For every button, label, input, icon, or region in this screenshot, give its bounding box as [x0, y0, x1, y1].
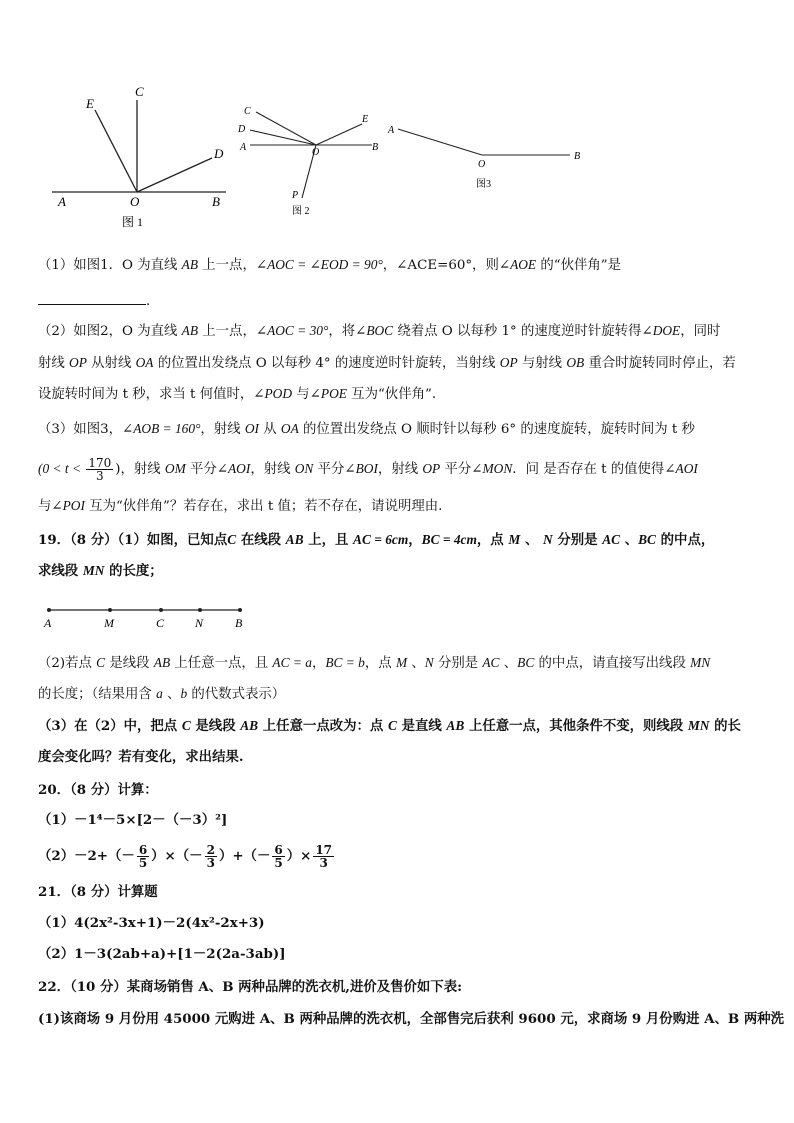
math: M	[508, 532, 521, 547]
fraction	[272, 844, 284, 869]
q18-part2-line1	[38, 322, 720, 341]
math: OI	[244, 421, 259, 436]
text: 是线段	[105, 656, 154, 671]
text: （3）如图3，	[38, 422, 122, 437]
text: 、	[499, 656, 518, 671]
math: AB	[181, 257, 199, 272]
fig2-label-o: O	[312, 147, 320, 158]
math: a	[156, 686, 163, 701]
text: 、	[162, 687, 181, 702]
text: ，	[408, 532, 422, 548]
math: MN	[82, 563, 105, 578]
text: 平分	[313, 462, 345, 477]
fig1-label-o: O	[130, 194, 140, 209]
figure-1	[40, 80, 240, 230]
text: ，射线	[250, 462, 295, 477]
text: ）×	[286, 848, 312, 864]
math: b	[180, 686, 188, 701]
text: ，射线	[200, 422, 245, 437]
math: C	[387, 718, 397, 733]
text: 、	[520, 532, 544, 548]
figure-2	[236, 100, 386, 220]
math: ∠AOI	[664, 461, 698, 476]
text: 绕着点 O 以每秒 1° 的速度逆时针旋转得	[393, 324, 642, 339]
text: （3）在（2）中，把点	[38, 718, 182, 734]
text: ，	[311, 656, 326, 671]
fig2-label-a: A	[240, 142, 247, 153]
math: ∠POI	[51, 498, 85, 513]
math: ∠AOC = ∠EOD = 90°	[255, 257, 383, 272]
text: ，点	[364, 656, 396, 671]
text: 射线	[38, 356, 70, 371]
math: ∠MON	[471, 461, 513, 476]
q18-part2-line2	[38, 354, 736, 373]
math: BC = 4cm	[421, 532, 477, 547]
math: AB	[285, 532, 304, 547]
text: （1）如图1．O 为直线	[38, 258, 182, 273]
math: BC = b	[325, 655, 365, 670]
segment-diagram	[40, 600, 260, 634]
math: AC	[602, 532, 621, 547]
label-a: A	[44, 616, 52, 630]
math: BC	[638, 532, 656, 547]
denominator: 5	[274, 856, 283, 870]
q18-part2-line3	[38, 385, 436, 404]
fig1-label-a: A	[58, 194, 66, 209]
point-m	[108, 608, 112, 612]
fig1-ray-od	[137, 158, 212, 192]
text: 上任意一点改为：点	[258, 718, 388, 734]
point-a	[47, 608, 51, 612]
text: （2）如图2，O 为直线	[38, 324, 182, 339]
text: 的中点，	[656, 532, 715, 548]
math: AB	[446, 718, 465, 733]
denominator: 3	[206, 856, 215, 870]
q19-line5	[38, 717, 741, 735]
fig2-ray-oc	[256, 112, 316, 145]
text: 、	[407, 656, 425, 671]
fig1-label-e: E	[86, 96, 94, 111]
text: 求线段	[38, 563, 83, 579]
text: 的“伙伴角”是	[536, 258, 621, 273]
q20-part1: （1）－1⁴－5×[2－（－3）²]	[38, 812, 228, 828]
q18-part3-line3	[38, 497, 442, 516]
math: N	[543, 532, 553, 547]
text: 互为“伙伴角”？若存在，求出 t 值；若不存在，请说明理由.	[84, 499, 443, 514]
fig1-label-b: B	[212, 194, 220, 209]
text: ，同时	[680, 324, 721, 339]
answer-blank	[38, 292, 146, 305]
numerator: 170	[88, 456, 112, 470]
q19-line2	[38, 562, 163, 580]
math: OA	[280, 421, 299, 436]
text: 分别是	[433, 656, 483, 671]
q18-part1-line	[38, 256, 621, 275]
fig1-caption: 图 1	[122, 215, 144, 229]
text: ，射线	[377, 462, 423, 477]
math: OA	[135, 355, 154, 370]
fraction	[137, 844, 149, 869]
text: 是线段	[190, 718, 241, 734]
q22-line1: 22．（10 分）某商场销售 A、B 两种品牌的洗衣机,进价及售价如下表:	[38, 979, 463, 995]
text: 的位置出发绕点 O 顺时针以每秒 6° 的速度旋转，旋转时间为 t 秒	[298, 422, 695, 437]
math: OP	[69, 355, 87, 370]
math: OP	[499, 355, 518, 370]
q22-line2: (1)该商场 9 月份用 45000 元购进 A、B 两种品牌的洗衣机，全部售完后获利 9600 元，求商场 9 月份购进 A、B 两种洗	[38, 1011, 785, 1027]
numerator: 17	[315, 843, 333, 857]
fig2-label-e: E	[362, 114, 369, 125]
math: ∠AOB = 160°	[122, 421, 201, 436]
math: ∠AOE	[498, 257, 537, 272]
math: AC	[482, 655, 500, 670]
math: C	[181, 718, 191, 733]
text: （2）－2+（－	[38, 848, 135, 864]
math: BC	[517, 655, 535, 670]
text: 上任意一点，其他条件不变，则线段	[464, 718, 688, 734]
q19-line3	[38, 654, 710, 673]
math: AB	[153, 655, 171, 670]
q18-part3-line1	[38, 420, 695, 439]
text: 分别是	[552, 532, 603, 548]
fig2-ray-od	[250, 130, 316, 145]
math: ∠BOC	[355, 323, 394, 338]
text: 重合时旋转同时停止，若	[584, 356, 736, 371]
math: AC = a	[272, 655, 312, 670]
denominator: 3	[95, 469, 104, 483]
text: 上，且	[303, 532, 354, 548]
math: MN	[690, 655, 711, 670]
text: 是直线	[396, 718, 447, 734]
text: ，点	[476, 532, 509, 548]
math: ∠AOC = 30°	[255, 323, 329, 338]
math: ∠BOI	[344, 461, 378, 476]
q19-line1	[38, 531, 714, 549]
math: AC = 6cm	[353, 532, 409, 547]
denominator: 3	[319, 856, 328, 870]
text: 19．（8 分）（1）如图，已知点	[38, 532, 228, 548]
math: OB	[566, 355, 585, 370]
text: 的长度；（结果用含	[38, 687, 157, 702]
text: 、	[620, 532, 639, 548]
fig3-label-o: O	[478, 159, 486, 170]
math: AB	[240, 718, 259, 733]
fig2-ray-oe	[316, 124, 362, 145]
math: M	[395, 655, 408, 670]
point-b	[238, 608, 242, 612]
q21-part1: （1）4(2x²-3x+1)－2(4x²-2x+3)	[38, 915, 265, 931]
text: 上一点，	[198, 324, 256, 339]
text: 上任意一点，且	[170, 656, 273, 671]
text: 设旋转时间为 t 秒，求当 t 何值时，	[38, 387, 254, 402]
q20-title: 20．（8 分）计算：	[38, 782, 158, 798]
q19-line6: 度会变化吗？若有变化，求出结果.	[38, 749, 244, 765]
fig2-caption: 图 2	[292, 206, 310, 217]
text: ．问 是否存在 t 的值使得	[512, 462, 665, 477]
figure-3	[384, 115, 594, 195]
q20-part2	[38, 840, 336, 872]
math: ∠POE	[309, 386, 347, 401]
q19-line4	[38, 685, 285, 704]
text: 与	[292, 387, 310, 402]
text: （2)若点	[38, 656, 97, 671]
fraction	[313, 844, 334, 869]
text: 的位置出发绕点 O 以每秒 4° 的速度逆时针旋转，当射线	[153, 356, 500, 371]
text: )，射线	[115, 462, 165, 477]
label-b: B	[235, 616, 243, 630]
q18-answer-blank-line	[38, 292, 159, 311]
math: C	[227, 532, 237, 547]
text: 与	[38, 499, 52, 514]
math: OP	[422, 461, 441, 476]
fig1-label-c: C	[135, 84, 144, 99]
q21-title: 21．（8 分）计算题	[38, 884, 158, 900]
q18-part3-line2	[38, 454, 698, 485]
math: ∠AOI	[216, 461, 251, 476]
text: 从	[259, 422, 281, 437]
numerator: 2	[206, 843, 215, 857]
text: 互为“伙伴角”.	[346, 387, 437, 402]
text: 平分	[440, 462, 472, 477]
fig3-ray-oa	[398, 129, 482, 155]
q21-part2: （2）1－3(2ab+a)+[1－2(2a-3ab)]	[38, 946, 286, 962]
fig1-ray-oe	[95, 110, 137, 192]
numerator: 6	[274, 843, 283, 857]
fig2-label-d: D	[238, 124, 246, 135]
text: ，将	[328, 324, 356, 339]
text: ）×（－	[151, 848, 203, 864]
math: ON	[294, 461, 314, 476]
text: 上一点，	[198, 258, 256, 273]
text: ，∠ACE=60°，则	[382, 258, 499, 273]
point-c	[159, 608, 163, 612]
text: ．	[146, 294, 160, 309]
math: MN	[687, 718, 710, 733]
text: 的代数式表示）	[187, 687, 286, 702]
math: AB	[181, 323, 199, 338]
text: 的长	[709, 718, 741, 734]
text: 的中点，请直接写出线段	[534, 656, 691, 671]
fraction	[205, 844, 217, 869]
math: OM	[164, 461, 186, 476]
fig2-label-b: B	[372, 142, 379, 153]
numerator: 6	[138, 843, 148, 857]
text: ）+（－	[218, 848, 271, 864]
fig3-label-b: B	[574, 151, 581, 162]
math: ∠DOE	[641, 323, 681, 338]
text: 平分	[185, 462, 217, 477]
fig2-label-p: P	[292, 190, 299, 201]
fraction	[86, 457, 113, 482]
denominator: 5	[138, 856, 148, 870]
fig3-caption: 图3	[476, 179, 491, 190]
fig1-label-d: D	[214, 146, 224, 161]
fig3-label-a: A	[388, 125, 395, 136]
math: ∠POD	[253, 386, 293, 401]
text: 在线段	[236, 532, 286, 548]
label-c: C	[156, 616, 165, 630]
text: 的长度；	[104, 563, 163, 579]
point-n	[198, 608, 202, 612]
math: C	[96, 655, 106, 670]
fig2-label-c: C	[244, 106, 251, 117]
math: (0 < t <	[38, 461, 85, 476]
text: 从射线	[86, 356, 136, 371]
text: 与射线	[517, 356, 567, 371]
label-m: M	[104, 616, 114, 630]
label-n: N	[195, 616, 204, 630]
math: N	[424, 655, 434, 670]
